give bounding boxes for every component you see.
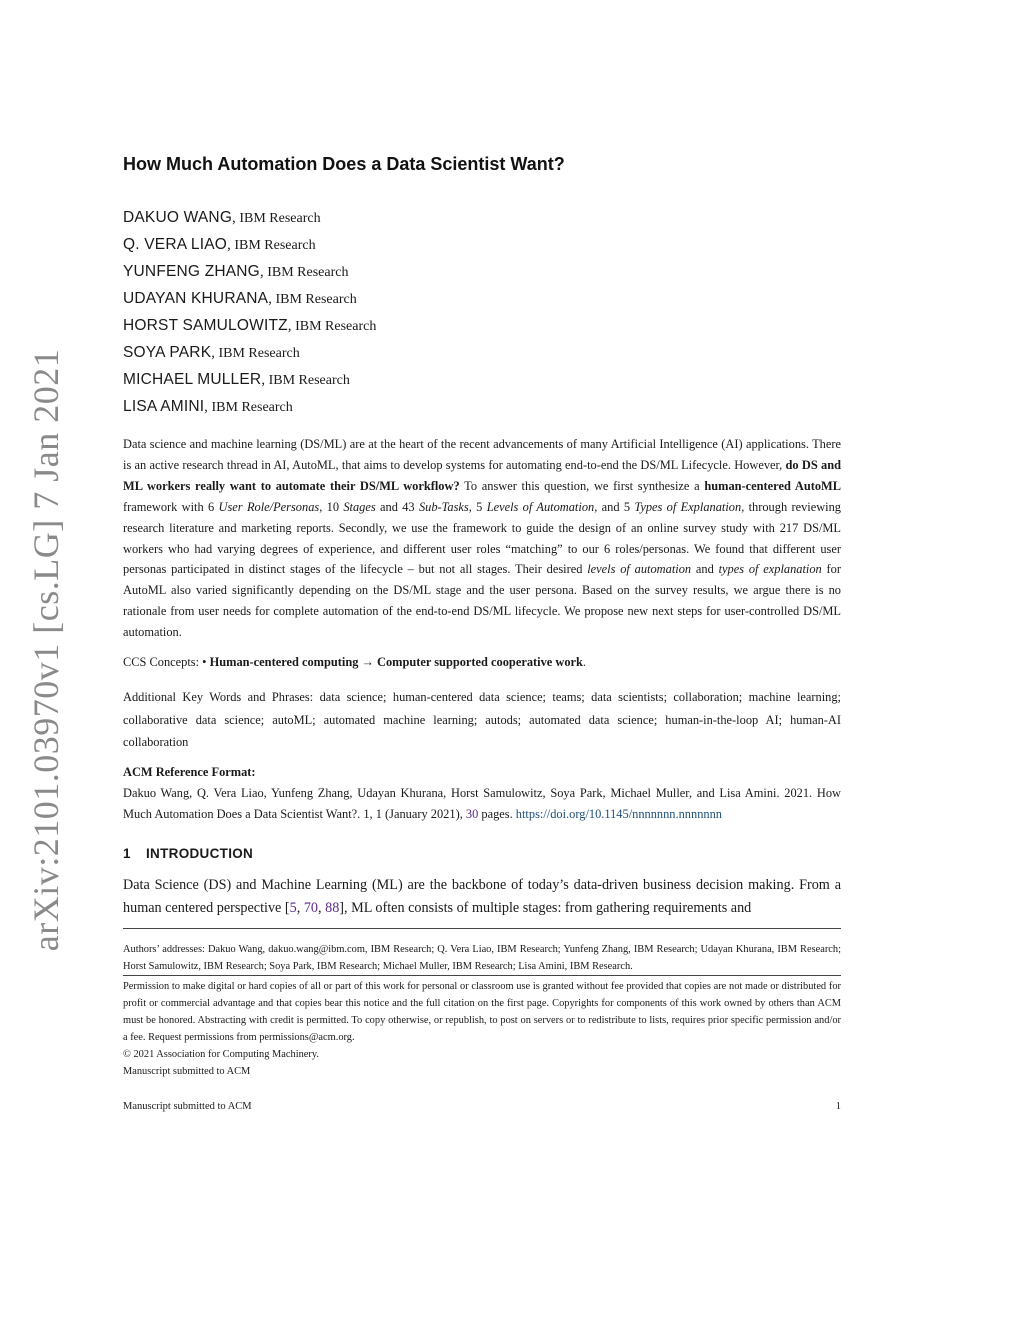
abstract-text: , 10	[319, 499, 344, 514]
author-name: Q. VERA LIAO	[123, 236, 228, 253]
author-entry: YUNFENG ZHANG, IBM Research	[123, 263, 349, 280]
section-number: 1	[123, 846, 131, 861]
author-name: HORST SAMULOWITZ	[123, 317, 288, 334]
abstract-text: To answer this question, we first synthesize a	[459, 478, 705, 493]
manuscript-note: Manuscript submitted to ACM	[123, 1066, 251, 1077]
author-list	[123, 208, 841, 424]
footnote-divider	[123, 928, 841, 929]
page-count-link[interactable]: 30	[465, 807, 479, 821]
intro-paragraph	[123, 874, 841, 920]
abstract-framework-name: human-centered AutoML	[704, 478, 841, 493]
author-affiliation: IBM Research	[275, 292, 357, 307]
page-footer	[123, 1101, 841, 1112]
acm-reference-text: Dakuo Wang, Q. Vera Liao, Yunfeng Zhang, Udayan Khurana, Horst Samulowitz, Soya Park, Michael Muller, and Lisa Amini. 2021. How Much Automation Does a Data Scientist Want?. 1, 1 (January 2021),	[123, 786, 841, 821]
author-entry: HORST SAMULOWITZ, IBM Research	[123, 317, 377, 334]
author-name: UDAYAN KHURANA	[123, 290, 269, 307]
citation-link[interactable]: 70	[303, 900, 318, 916]
author-name: YUNFENG ZHANG	[123, 263, 260, 280]
author-affiliation: IBM Research	[239, 211, 321, 226]
section-heading-introduction	[123, 846, 841, 861]
intro-text: ], ML often consists of multiple stages: from gathering requirements and	[339, 900, 752, 916]
intro-text: ,	[296, 900, 304, 916]
abstract-text: , and 5	[594, 499, 635, 514]
abstract-text: and 43	[375, 499, 419, 514]
abstract-text: , through reviewing research literature and marketing reports. Secondly, we use the framework to guide the design of an online survey study with 217 DS/ML workers who had varying degrees of experience, and different user roles “matching” to our 6 roles/personas. We found that different user personas participated in distinct stages of the lifecycle – but not all stages. Their desired	[123, 499, 842, 577]
author-entry: UDAYAN KHURANA, IBM Research	[123, 290, 357, 307]
intro-text: Data Science (DS) and Machine Learning (ML) are the backbone of today’s data-driven business decision making. From a human centered perspective [	[123, 877, 841, 916]
acm-reference	[123, 762, 841, 825]
permission-text: Permission to make digital or hard copies of all or part of this work for personal or classroom use is granted without fee provided that copies are not made or distributed for profit or commercial advantage and that copies bear this notice and the full citation on the first page. Copyrights for components of this work owned by others than ACM must be honored. Abstracting with credit is permitted. To copy otherwise, or republish, to post on servers or to redistribute to lists, requires prior specific permission and/or a fee. Request permissions from permissions@acm.org.	[123, 981, 841, 1043]
author-affiliation: IBM Research	[268, 373, 350, 388]
author-name: DAKUO WANG	[123, 209, 233, 226]
abstract-text: framework with 6	[123, 499, 219, 514]
acm-reference-text: pages.	[478, 807, 516, 821]
author-name: MICHAEL MULLER	[123, 371, 262, 388]
author-affiliation: IBM Research	[218, 346, 300, 361]
author-affiliation: IBM Research	[211, 400, 293, 415]
author-entry: Q. VERA LIAO, IBM Research	[123, 236, 316, 253]
permission-block	[123, 978, 841, 1080]
author-entry: SOYA PARK, IBM Research	[123, 344, 300, 361]
abstract-text: for AutoML also varied significantly depending on the DS/ML stage and the user persona. Based on the survey results, we argue there is no rationale from user needs for complete automation of the end-to-end DS/ML lifecycle. We propose new next steps for user-controlled DS/ML automation.	[123, 562, 842, 640]
ccs-concepts	[123, 652, 841, 672]
abstract-text: , 5	[468, 499, 487, 514]
doi-link[interactable]: https://doi.org/10.1145/nnnnnnn.nnnnnnn	[515, 807, 722, 821]
abstract-emphasis: types of explanation	[718, 562, 822, 577]
section-title: INTRODUCTION	[146, 846, 254, 861]
intro-text: ,	[318, 900, 326, 916]
ccs-concept: Human-centered computing → Computer supported cooperative work	[209, 655, 583, 669]
author-entry: DAKUO WANG, IBM Research	[123, 209, 321, 226]
author-entry: MICHAEL MULLER, IBM Research	[123, 371, 350, 388]
author-name: SOYA PARK	[123, 344, 212, 361]
abstract-emphasis: Levels of Automation	[486, 499, 595, 514]
author-name: LISA AMINI	[123, 398, 205, 415]
abstract-text: Data science and machine learning (DS/ML) are at the heart of the recent advancements of many Artificial Intelligence (AI) applications. There is an active research thread in AI, AutoML, that aims to develop systems for automating end-to-end the DS/ML Lifecycle. However,	[123, 437, 841, 472]
arxiv-stamp-text: arXiv:2101.03970v1 [cs.LG] 7 Jan 2021	[26, 348, 66, 952]
author-affiliation: IBM Research	[234, 238, 316, 253]
keywords: Additional Key Words and Phrases: data science; human-centered data science; teams; data scientists; collaboration; machine learning; collaborative data science; autoML; automated machine learning; autods; automated data science; human-in-the-loop AI; human-AI collaboration	[123, 690, 841, 749]
footer-venue: Manuscript submitted to ACM	[123, 1101, 252, 1112]
ccs-label: CCS Concepts: •	[123, 655, 210, 669]
abstract	[123, 434, 841, 643]
author-affiliation: IBM Research	[295, 319, 377, 334]
page-number: 1	[835, 1101, 841, 1112]
abstract-emphasis: Sub-Tasks	[418, 499, 469, 514]
permission-divider	[123, 975, 841, 976]
citation-link[interactable]: 5	[289, 900, 297, 916]
authors-addresses-footnote: Authors’ addresses: Dakuo Wang, dakuo.wang@ibm.com, IBM Research; Q. Vera Liao, IBM Research; Yunfeng Zhang, IBM Research; Udayan Khurana, IBM Research; Horst Samulowitz, IBM Research; Soya Park, IBM Research; Michael Muller, IBM Research; Lisa Amini, IBM Research.	[123, 944, 841, 973]
abstract-research-question: do DS and ML workers really want to automate their DS/ML workflow?	[123, 457, 841, 493]
abstract-emphasis: levels of automation	[587, 562, 692, 577]
copyright-line: © 2021 Association for Computing Machinery.	[123, 1049, 319, 1060]
author-affiliation: IBM Research	[267, 265, 349, 280]
abstract-emphasis: Stages	[343, 499, 376, 514]
author-entry: LISA AMINI, IBM Research	[123, 398, 293, 415]
paper-title: How Much Automation Does a Data Scientist Want?	[123, 154, 565, 174]
abstract-emphasis: Types of Explanation	[634, 499, 742, 514]
ccs-end: .	[582, 655, 587, 669]
acm-reference-heading: ACM Reference Format:	[123, 765, 256, 779]
abstract-text: and	[691, 562, 719, 577]
abstract-emphasis: User Role/Personas	[218, 499, 320, 514]
citation-link[interactable]: 88	[325, 900, 340, 916]
